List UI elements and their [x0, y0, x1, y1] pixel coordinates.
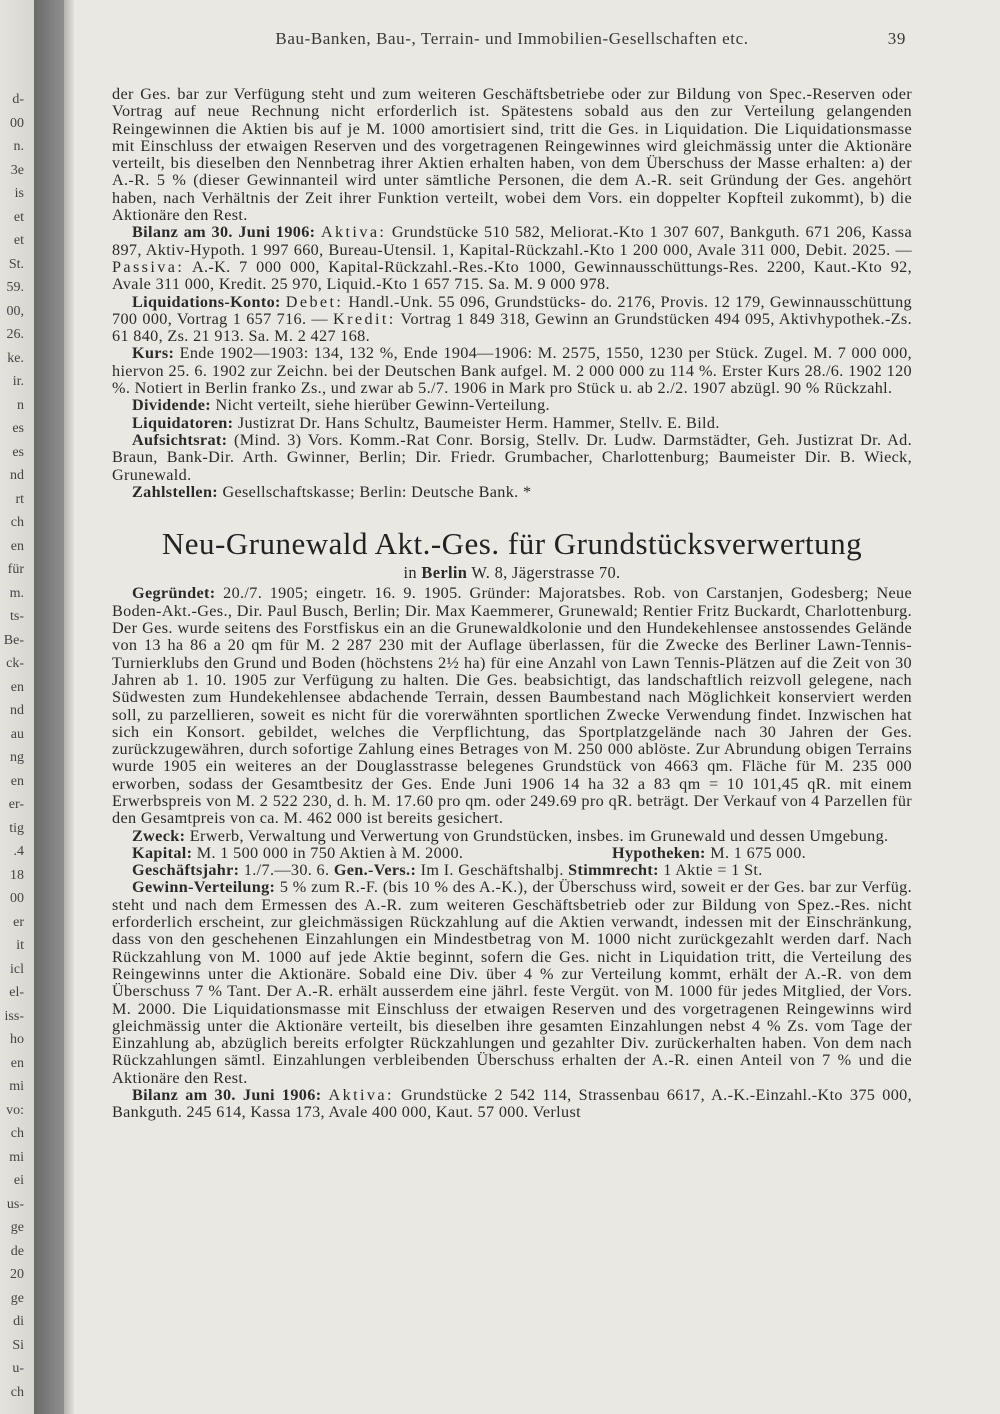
gewinn-verteilung-text: 5 % zum R.-F. (bis 10 % des A.-K.), der Überschuss wird, soweit er der Ges. bar zur Verfüg. steht und nach dem Ermessen des A.-R. zum weiteren Geschäftsbetrieb oder zur Bildung von Spez.-Res. nicht erforderlich erscheint, zur gleichmässigen Rückzahlung auf die Aktien verwandt, indessen mit der Einschränkung, dass von den geschehenen Einzahlungen ein Mindestbetrag von M. 1000 nicht zurückgezahlt werden darf. Nach Rückzahlung von M. 1000 auf jede Aktie beginnt, sofern die Ges. nicht in Liquidation tritt, die Verteilung des Reingewinns unter die Aktionäre. Sobald eine Div. über 4 % zur Verteilung kommt, erhält der A.-R. von dem Überschuss 7 % Tant. Der A.-R. erhält ausserdem eine jährl. feste Vergüt. von M. 1000 für jedes Mitglied, der Vors. M. 2000. Die Liquidationsmasse mit Einschluss der etwaigen Reserven und des vorgetragenen Reingewinns wird gleichmässig unter die Aktionäre verteilt, bis dieselben ihre gesamten Einzahlungen nebst 4 % Zs. vom Tage der Einzahlung ab, abzüglich bereits erfolgter Rückzahlungen und gezahlter Div. zurückerhalten haben. Von dem nach Rückzahlungen sämtl. Einzahlungen verbleibenden Überschuss erhalten der A.-R. einen Anteil von 7 % und die Aktionäre den Rest. — [112, 878, 912, 1087]
company-title: Neu-Grunewald Akt.-Ges. für Grundstücksverwertung — [161, 526, 863, 562]
company-bilanz-paragraph — [112, 1087, 912, 1122]
margin-fragment: ei — [13, 1173, 24, 1188]
margin-fragment: de — [10, 1244, 24, 1259]
margin-fragment: ch — [10, 1385, 24, 1400]
spine-edge — [64, 0, 74, 1414]
margin-fragment: vo: — [6, 1103, 24, 1118]
margin-fragment: ck- — [6, 656, 24, 671]
geschaeftsjahr-label: Geschäftsjahr: — [132, 861, 240, 880]
genvers-label: Gen.-Vers.: — [333, 861, 417, 880]
gegruendet-text: 20./7. 1905; eingetr. 16. 9. 1905. Gründer: Majoratsbes. Rob. von Carstanjen, Godesberg; Neue Boden-Akt.-Ges., Dir. Paul Busch, Berlin; Dir. Max Kaemmerer, Grunewald; Rentier Fritz Buckardt, Charlottenburg. Der Ges. wurde seitens des Forstfiskus ein an die Grunewaldkolonie und den Hundekehlensee anstossendes Gelände von 13 ha 86 a 20 qm für M. 2 287 230 mit der Auflage überlassen, für die Zwecke des Berliner Lawn-Tennis-Turnierklubs den Grund und Boden (höchstens 2½ ha) für eine Anzahl von Lawn Tennis-Plätzen auf die Zeit von 30 Jahren ab 1. 10. 1905 zur Verfügung zu halten. Die Ges. beabsichtigt, das landschaftlich reizvoll gelegene, nach Südwesten zum Hundekehlensee abdachende Terrain, dessen Baumbestand nach Möglichkeit konserviert werden soll, zu parzellieren, soweit es nicht für die vorerwähnten sportlichen Zwecke Verwendung findet. Inzwischen hat sich ein Konsort. gebildet, welches die Verpflichtung, das Sportplatzgelände nach 30 Jahren der Ges. zurückzugewähren, durch sofortige Zahlung eines Betrages von M. 250 000 ablöste. Zur Abrundung obigen Terrains wurde 1905 ein weiteres an der Douglasstrasse belegenes Grundstück von 4663 qm. Fläche für M. 235 000 erworben, sodass der Gesamtbesitz der Ges. Ende Juni 1906 14 ha 32 a 83 qm = 10 101,45 qR. mit einem Erwerbspreis von M. 2 522 230, d. h. M. 17.60 pro qm. oder 249.69 pro qR. beträgt. Der Verkauf von 4 Parzellen für den Gesamtpreis von ca. M. 462 000 ist bereits gesichert. — [112, 584, 912, 828]
aufsichtsrat-paragraph — [112, 432, 912, 484]
stimmrecht-label: Stimmrecht: — [568, 861, 659, 880]
dividende-label: Dividende: — [132, 396, 212, 415]
margin-fragment: ch — [10, 1126, 24, 1141]
margin-fragment: ng — [10, 750, 24, 765]
liquidations-konto-paragraph — [112, 294, 912, 346]
margin-fragment: er- — [8, 797, 24, 812]
kurs-label: Kurs: — [132, 344, 175, 363]
margin-fragment: es — [12, 421, 24, 436]
geschaeftsjahr-paragraph — [112, 862, 912, 879]
company-city: Berlin — [421, 563, 468, 583]
liquidations-konto-label: Liquidations-Konto: — [132, 292, 281, 311]
gegruendet-paragraph — [112, 585, 912, 827]
dividende-text: Nicht verteilt, siehe hierüber Gewinn-Verteilung. — [215, 396, 550, 415]
margin-fragment: en — [10, 1056, 24, 1071]
margin-fragment: en — [10, 774, 24, 789]
margin-fragment: 3e — [10, 163, 24, 178]
liquidations-kredit: Vortrag 1 849 318, Gewinn an Grundstücken 494 095, Aktivhypothek.-Zs. 61 840, Zs. 21 913. Sa. M. 2 427 168. — [112, 309, 912, 346]
margin-fragment: et — [13, 233, 24, 248]
running-title: Bau-Banken, Bau-, Terrain- und Immobilien-Gesellschaften etc. — [275, 29, 749, 48]
margin-fragment: iss- — [4, 1009, 24, 1024]
margin-fragment: m. — [9, 586, 24, 601]
liquidations-debet: Handl.-Unk. 55 096, Grundstücks- do. 2176, Provis. 12 179, Gewinnausschüttung 700 000, Vortrag 1 657 716. — — [112, 292, 912, 328]
liquidatoren-text: Justizrat Dr. Hans Schultz, Baumeister Herm. Hammer, Stellv. E. Bild. — [237, 413, 720, 432]
margin-fragment: nd — [10, 468, 24, 483]
margin-fragment: us- — [6, 1197, 24, 1212]
hypotheken-text: M. 1 675 000. — [710, 843, 807, 862]
margin-fragment: it — [16, 938, 24, 953]
company-bilanz-label: Bilanz am 30. Juni 1906: — [132, 1086, 322, 1105]
geschaeftsjahr-text: 1./7.—30. 6. — [243, 861, 330, 880]
margin-fragment: ke. — [7, 351, 24, 366]
debet-label: Debet: — [285, 292, 344, 311]
bilanz-aktiva: Grundstücke 510 582, Meliorat.-Kto 1 307 607, Bankguth. 671 206, Kassa 897, Aktiv-Hypoth. 1 997 660, Bureau-Utensil. 1, Kapital-Rückzahl.-Kto 1 200 000, Avale 311 000, Debit. 2025. — — [112, 223, 912, 259]
stimmrecht-text: 1 Aktie = 1 St. — [663, 861, 763, 880]
margin-fragment: ir. — [12, 374, 24, 389]
liquidatoren-paragraph — [112, 415, 912, 432]
dividende-paragraph — [112, 397, 912, 414]
margin-fragment: en — [10, 539, 24, 554]
company-aktiva-label: Aktiva: — [328, 1086, 394, 1105]
page-number: 39 — [887, 29, 906, 48]
margin-fragment: tig — [9, 821, 24, 836]
margin-fragment: mi — [9, 1079, 24, 1094]
kurs-text: Ende 1902—1903: 134, 132 %, Ende 1904—1906: M. 2575, 1550, 1230 per Stück. Zugel. M. 7 000 000, hiervon 25. 6. 1902 zur Zeichn. bei der Deutschen Bank aufgel. M. 2 000 000 zu 114 %. Erster Kurs 28./6. 1902 120 %. Notiert in Berlin franko Zs., und zwar ab 5./7. 1906 in Mark pro Stück u. ab 2./2. 1907 abzügl. 90 % Rückzahl. — [112, 344, 912, 398]
margin-fragment: 00 — [10, 116, 24, 131]
margin-fragment: en — [10, 680, 24, 695]
company-address: W. 8, Jägerstrasse 70. — [471, 563, 621, 583]
margin-fragment: nd — [10, 703, 24, 718]
zweck-label: Zweck: — [132, 826, 186, 845]
margin-fragment: 00, — [6, 304, 24, 319]
zweck-paragraph — [112, 828, 912, 845]
location-prefix: in — [403, 563, 417, 583]
margin-fragment: el- — [9, 985, 24, 1000]
margin-fragment: ge — [10, 1291, 24, 1306]
kapital-label: Kapital: — [132, 843, 193, 862]
bilanz-paragraph — [112, 224, 912, 293]
margin-fragment: rt — [15, 492, 24, 507]
margin-fragment: er — [13, 915, 24, 930]
gegruendet-label: Gegründet: — [132, 584, 216, 603]
margin-fragment: .4 — [13, 844, 24, 859]
margin-fragment: is — [14, 186, 24, 201]
zweck-text: Erwerb, Verwaltung und Verwertung von Grundstücken, insbes. im Grunewald und dessen Umgebung. — [189, 826, 889, 845]
book-spine-shadow — [34, 0, 64, 1414]
kredit-label: Kredit: — [333, 309, 396, 328]
zahlstellen-label: Zahlstellen: — [132, 482, 219, 501]
margin-fragment: 26. — [6, 327, 24, 342]
margin-fragment: es — [12, 445, 24, 460]
aufsichtsrat-label: Aufsichtsrat: — [132, 430, 228, 449]
kurs-paragraph — [112, 345, 912, 397]
zahlstellen-paragraph — [112, 484, 912, 501]
genvers-text: Im I. Geschäftshalbj. — [420, 861, 564, 880]
hypotheken-entry — [612, 845, 912, 862]
page-content — [112, 30, 912, 1122]
margin-fragment: au — [10, 727, 24, 742]
margin-fragment: 18 — [10, 868, 24, 883]
kapital-hypotheken-row — [112, 845, 912, 862]
margin-fragment: ts- — [10, 609, 24, 624]
margin-fragment: d- — [12, 92, 24, 107]
kapital-entry — [132, 845, 463, 862]
passiva-label: Passiva: — [112, 257, 185, 276]
running-header — [112, 30, 912, 56]
hypotheken-label: Hypotheken: — [612, 843, 706, 862]
margin-fragment: mi — [9, 1150, 24, 1165]
gewinn-verteilung-paragraph — [112, 879, 912, 1087]
bilanz-passiva: A.-K. 7 000 000, Kapital-Rückzahl.-Res.-Kto 1000, Gewinnausschüttungs-Res. 2200, Kaut.-Kto 92, Avale 311 000, Kredit. 25 970, Liquid.-Kto 1 657 715. Sa. M. 9 000 978. — [112, 257, 912, 294]
margin-fragment: St. — [8, 257, 24, 272]
margin-fragment: Be- — [3, 633, 24, 648]
margin-fragment: n. — [13, 139, 24, 154]
margin-fragment: Si — [12, 1338, 24, 1353]
adjacent-page-fragments — [0, 0, 34, 1414]
aktiva-label: Aktiva: — [320, 223, 387, 242]
kapital-text: M. 1 500 000 in 750 Aktien à M. 2000. — [196, 843, 464, 862]
margin-fragment: ho — [10, 1032, 24, 1047]
aufsichtsrat-text: (Mind. 3) Vors. Komm.-Rat Conr. Borsig, Stellv. Dr. Ludw. Darmstädter, Geh. Justizrat Dr. Ad. Braun, Bank-Dir. Arth. Gwinner, Berlin; Dir. Friedr. Grumbacher, Charlottenburg; Baumeister Dir. B. Wieck, Grunewald. — [112, 430, 912, 484]
liquidatoren-label: Liquidatoren: — [132, 413, 234, 432]
margin-fragment: u- — [12, 1361, 24, 1376]
margin-fragment: 00 — [10, 891, 24, 906]
margin-fragment: di — [13, 1314, 24, 1329]
continuation-paragraph: der Ges. bar zur Verfügung steht und zum weiteren Geschäftsbetriebe oder zur Bildung von Spec.-Reserven oder Vortrag auf neue Rechnung nicht erforderlich ist. Spätestens sobald aus den zur Verteilung gelangenden Reingewinnen die Aktien bis auf je M. 1000 amortisiert sind, tritt die Ges. in Liquidation. Die Liquidationsmasse mit Einschluss der etwaigen Reserven und des vorgetragenen Reingewinnes wird gleichmässig unter die Aktionäre verteilt, bis dieselben den Nennbetrag ihrer Aktien erhalten haben, von dem Überschuss der Masse erhalten: a) der A.-R. 5 % (dieser Gewinnanteil wird unter sämtliche Personen, die dem A.-R. seit Gründung der Ges. angehört haben, nach Verhältnis der Zeit ihrer Funktion verteilt, wobei dem Vors. ein doppelter Kopfteil zukommt), b) die Aktionäre den Rest. — [112, 85, 912, 225]
zahlstellen-text: Gesellschaftskasse; Berlin: Deutsche Bank. * — [222, 482, 532, 501]
margin-fragment: et — [13, 210, 24, 225]
company-bilanz-text: Grundstücke 2 542 114, Strassenbau 6617, A.-K.-Einzahl.-Kto 375 000, Bankguth. 245 614, Kassa 173, Avale 400 000, Kaut. 57 000. Verlust — [112, 1086, 913, 1122]
margin-fragment: 59. — [6, 280, 24, 295]
margin-fragment: für — [7, 562, 24, 577]
margin-fragment: ge — [10, 1220, 24, 1235]
margin-fragment: icl — [10, 962, 24, 977]
company-location — [112, 564, 912, 581]
margin-fragment: n — [17, 398, 24, 413]
bilanz-label: Bilanz am 30. Juni 1906: — [132, 223, 316, 242]
margin-fragment: ch — [10, 515, 24, 530]
gewinn-verteilung-label: Gewinn-Verteilung: — [132, 878, 276, 897]
margin-fragment: 20 — [10, 1267, 24, 1282]
